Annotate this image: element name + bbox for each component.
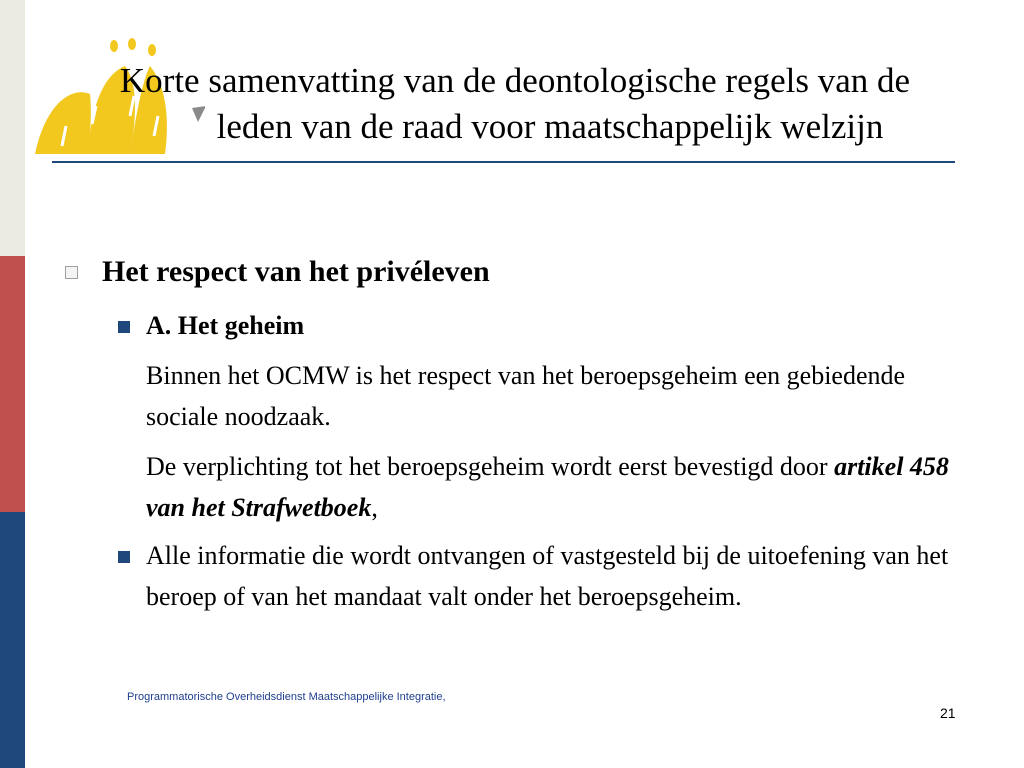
square-bullet-icon (118, 321, 130, 333)
slide-title-line2: leden van de raad voor maatschappelijk welzijn (216, 107, 884, 146)
paragraph-1: Binnen het OCMW is het respect van het beroepsgeheim een gebiedende sociale noodzaak. (146, 361, 906, 431)
paragraph-2 (146, 446, 976, 528)
bullet-2-text: Alle informatie die wordt ontvangen of vastgesteld bij de uitoefening van het beroep of van het mandaat valt onder het beroepsgeheim. (146, 541, 949, 611)
footer-text: Programmatorische Overheidsdienst Maatschappelijke Integratie, (127, 691, 446, 703)
slide-title-line1: Korte samenvatting van de deontologische regels van de (119, 61, 911, 100)
section-heading: Het respect van het privéleven (102, 255, 490, 288)
paragraph-2-suffix: , (371, 493, 378, 522)
sub-heading: A. Het geheim (146, 311, 305, 340)
square-bullet-icon (118, 551, 130, 563)
hollow-square-bullet-icon (65, 266, 78, 279)
paragraph-2-prefix: De verplichting tot het beroepsgeheim wordt eerst bevestigd door (146, 452, 835, 481)
strafwetboek-reference: artikel 458 van het Strafwetboek (146, 452, 949, 522)
page-number: 21 (940, 705, 956, 721)
